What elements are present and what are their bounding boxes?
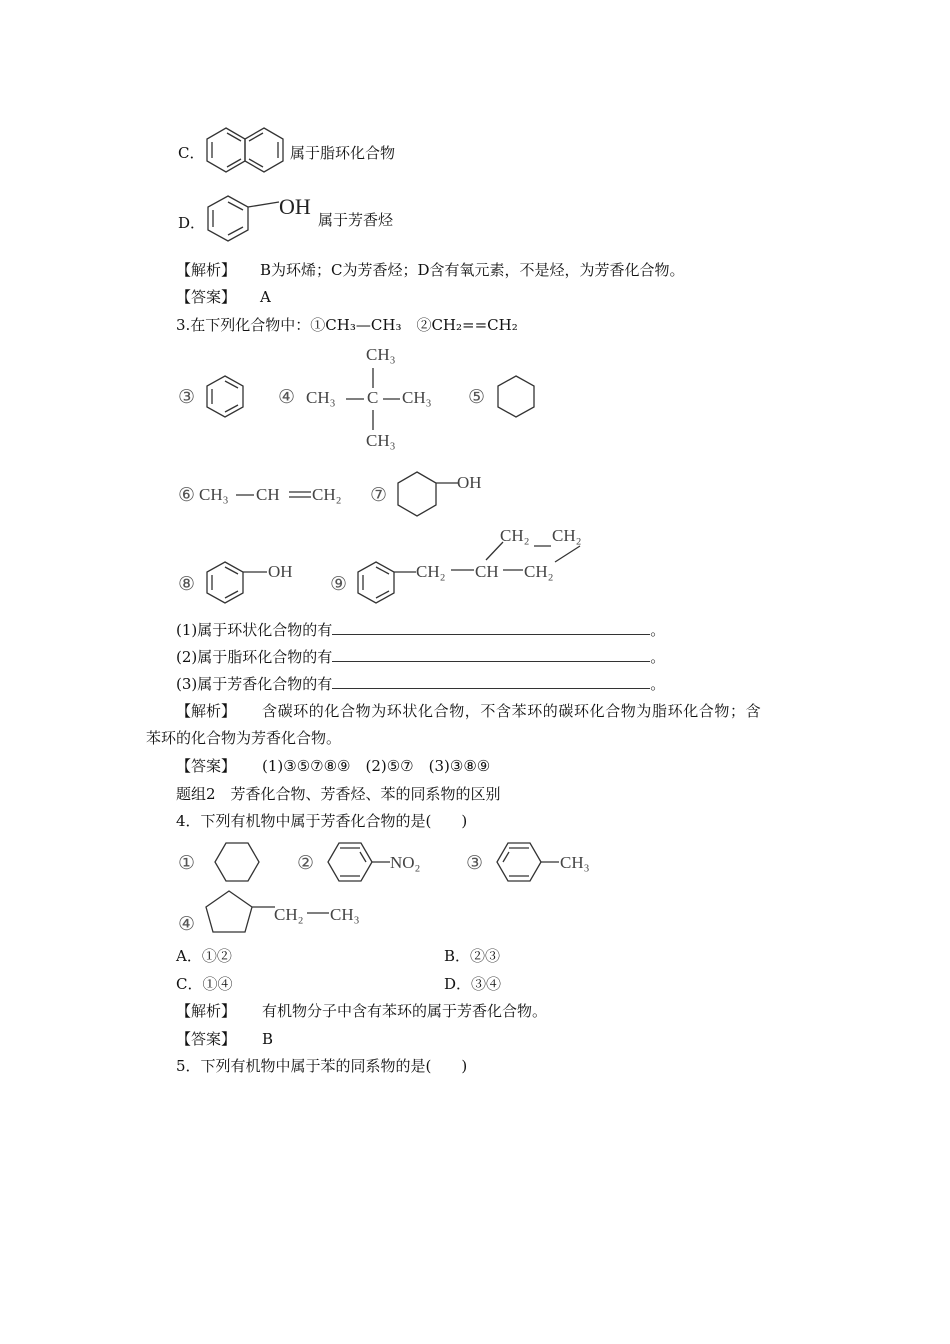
q3-m6-bonds — [234, 488, 314, 502]
q4-ethyl-bond — [306, 910, 330, 916]
option-d-text: 属于芳香烃 — [318, 211, 394, 229]
benzene-structure — [205, 374, 245, 420]
q4-num-4: ④ — [178, 914, 196, 935]
q2-analysis: B为环烯；C为芳香烃；D含有氧元素，不是烃，为芳香化合物。 — [260, 261, 685, 279]
q4-ch3-toluene: CH₃ — [560, 853, 590, 872]
q3-m9-ch2-right: CH₂ — [524, 562, 554, 581]
q4-stem: 4．下列有机物中属于芳香化合物的是( ) — [176, 812, 468, 830]
q3-m4-c: C — [367, 388, 379, 407]
option-c-text: 属于脂环化合物 — [290, 144, 396, 162]
q3-answer-tag: 【答案】 — [176, 757, 237, 775]
q3-blank-2[interactable] — [332, 647, 650, 662]
q3-m4-ch3-bottom: CH₃ — [366, 431, 396, 450]
q4-answer-tag: 【答案】 — [176, 1030, 237, 1048]
q4-ch2: CH₂ — [274, 905, 304, 924]
q3-blank-3[interactable] — [332, 674, 650, 689]
q3-m9-ch2-top-right: CH₂ — [552, 526, 582, 545]
q3-num-7: ⑦ — [370, 485, 388, 506]
q4-ethylcyclopentane — [205, 889, 277, 935]
cyclohexanol-structure — [396, 470, 464, 518]
q4-analysis: 有机物分子中含有苯环的属于芳香化合物。 — [262, 1002, 548, 1020]
q3-m9-ch2-top-left: CH₂ — [500, 526, 530, 545]
q4-num-2: ② — [297, 853, 315, 874]
q3-num-5: ⑤ — [468, 387, 486, 408]
q4-option-c[interactable]: C．①④ — [176, 975, 233, 993]
q3-m9-ch: CH — [475, 562, 499, 581]
q3-blank-1[interactable] — [332, 620, 650, 635]
q3-sub1: (1)属于环状化合物的有 。 — [176, 621, 666, 639]
q5-stem: 5．下列有机物中属于苯的同系物的是( ) — [176, 1057, 468, 1075]
q4-no2: NO₂ — [390, 853, 421, 872]
q3-m9-ch2-left: CH₂ — [416, 562, 446, 581]
q3-num-8: ⑧ — [178, 574, 196, 595]
q4-num-1: ① — [178, 853, 196, 874]
q3-m4-ch3-right: CH₃ — [402, 388, 432, 407]
option-d-label: D． — [178, 214, 206, 232]
option-d-oh: OH — [279, 194, 311, 219]
q3-sub2: (2)属于脂环化合物的有 。 — [176, 648, 666, 666]
q3-sub3: (3)属于芳香化合物的有 。 — [176, 675, 666, 693]
q3-answer: (1)③⑤⑦⑧⑨ (2)⑤⑦ (3)③⑧⑨ — [262, 757, 491, 775]
q3-m9-benzene — [356, 560, 422, 606]
q3-analysis-tag: 【解析】 — [176, 702, 237, 720]
q3-num-9: ⑨ — [330, 574, 348, 595]
q3-analysis-1: 含碳环的化合物为环状化合物，不含苯环的碳环化合物为脂环化合物；含 — [262, 702, 762, 720]
phenol-structure — [205, 194, 281, 244]
q3-m9-bonds — [450, 540, 590, 574]
q3-stem: 3.在下列化合物中：①CH₃—CH₃ ②CH₂==CH₂ — [176, 316, 518, 334]
naphthalene-structure — [205, 126, 291, 174]
q4-num-3: ③ — [466, 853, 484, 874]
q3-analysis-2: 苯环的化合物为芳香化合物。 — [146, 729, 342, 747]
q2-answer-tag: 【答案】 — [176, 288, 237, 306]
q3-m6-ch2: CH₂ — [312, 485, 342, 504]
q4-answer: B — [262, 1030, 274, 1048]
q2-analysis-tag: 【解析】 — [176, 261, 237, 279]
q4-option-b[interactable]: B．②③ — [444, 947, 501, 965]
q3-m4-ch3-top: CH₃ — [366, 345, 396, 364]
q3-num-3: ③ — [178, 387, 196, 408]
option-c-label: C． — [178, 144, 205, 162]
q3-phenol-structure — [205, 560, 271, 606]
q3-m8-oh: OH — [268, 562, 293, 581]
q4-analysis-tag: 【解析】 — [176, 1002, 237, 1020]
group-2-heading: 题组2 芳香化合物、芳香烃、苯的同系物的区别 — [176, 785, 501, 803]
q3-m4-bonds — [340, 368, 410, 436]
q4-option-a[interactable]: A．①② — [176, 947, 232, 965]
q3-m6-ch: CH — [256, 485, 280, 504]
q4-option-d[interactable]: D．③④ — [444, 975, 502, 993]
q4-toluene — [497, 841, 563, 883]
q2-answer: A — [260, 288, 271, 306]
q3-m4-ch3-left: CH₃ — [306, 388, 336, 407]
q3-num-6: ⑥ — [178, 485, 196, 506]
q4-nitrobenzene — [328, 841, 394, 883]
q3-m7-oh: OH — [457, 473, 482, 492]
q3-m6-ch3: CH₃ — [199, 485, 229, 504]
cyclohexane-structure — [496, 374, 536, 420]
q4-cyclohexane — [215, 841, 261, 883]
q3-num-4: ④ — [278, 387, 296, 408]
q4-ch3-ethyl: CH₃ — [330, 905, 360, 924]
